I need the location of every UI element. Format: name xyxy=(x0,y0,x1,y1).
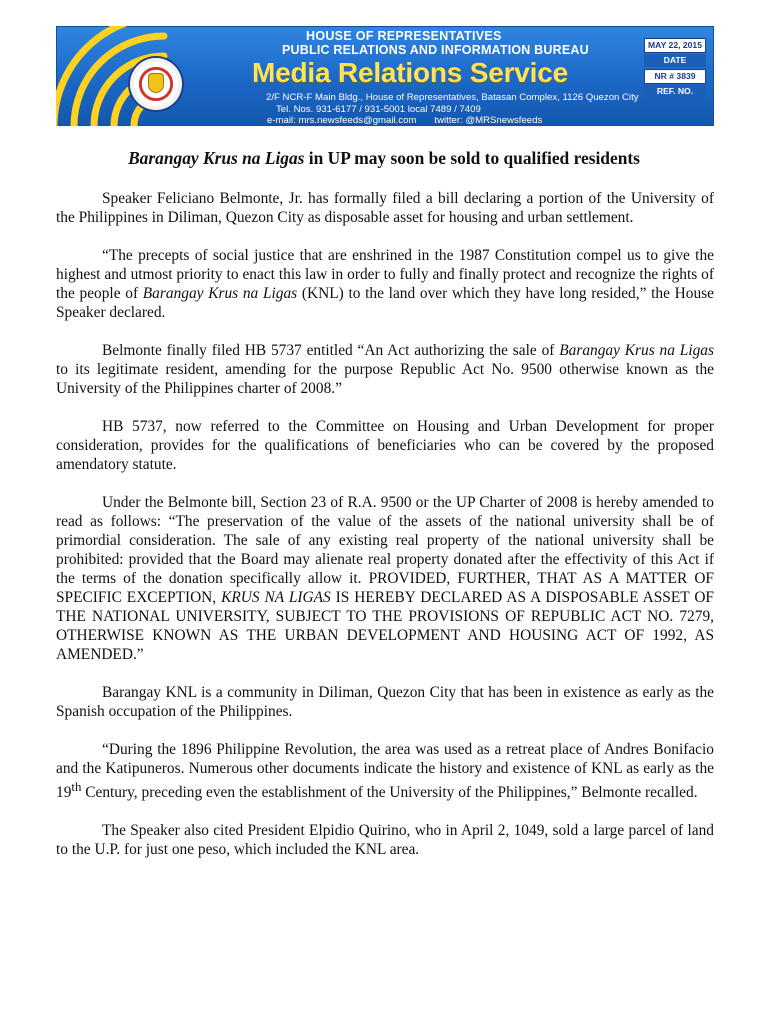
paragraph-4: HB 5737, now referred to the Committee on Housing and Urban Development for proper consideration, provides for the qualifications of beneficiaries who can be covered by the proposed amendatory statute. xyxy=(56,418,714,473)
header-telephone: Tel. Nos. 931-6177 / 931-5001 local 7489 / 7409 xyxy=(276,104,481,115)
date-value: MAY 22, 2015 xyxy=(644,38,706,53)
paragraph-5 xyxy=(56,493,714,664)
header-address: 2/F NCR-F Main Bldg., House of Representatives, Batasan Complex, 1126 Quezon City xyxy=(266,92,639,103)
release-info-box xyxy=(644,38,706,100)
paragraph-7 xyxy=(56,740,714,802)
paragraph-5-text-end: IS HEREBY DECLARED AS A DISPOSABLE ASSET OF THE NATIONAL UNIVERSITY, SUBJECT TO THE PROVISIONS OF REPUBLIC ACT NO. 7279, OTHERWISE KNOWN AS THE URBAN DEVELOPMENT AND HOUSING ACT OF 1992, AS AMENDED.” xyxy=(56,589,714,663)
date-label: DATE xyxy=(644,54,706,67)
header-twitter[interactable]: twitter: @MRSnewsfeeds xyxy=(434,115,543,126)
header-title: Media Relations Service xyxy=(252,57,568,88)
paragraph-3-italic: Barangay Krus na Ligas xyxy=(559,342,714,359)
header-email[interactable]: e-mail: mrs.newsfeeds@gmail.com xyxy=(267,115,417,126)
article-headline xyxy=(0,148,768,169)
headline-italic-part: Barangay Krus na Ligas xyxy=(128,148,305,168)
header-bureau-name: PUBLIC RELATIONS AND INFORMATION BUREAU xyxy=(282,43,589,57)
paragraph-1: Speaker Feliciano Belmonte, Jr. has formally filed a bill declaring a portion of the University of the Philippines in Diliman, Quezon City as disposable asset for housing and urban settlement. xyxy=(56,190,714,226)
paragraph-2 xyxy=(56,246,714,322)
headline-rest: in UP may soon be sold to qualified residents xyxy=(304,148,640,168)
paragraph-3-text-end: to its legitimate resident, amending for the purpose Republic Act No. 9500 otherwise known as the University of the Philippines charter of 2008.” xyxy=(56,361,714,397)
paragraph-2-italic: Barangay Krus na Ligas xyxy=(142,285,298,302)
paragraph-3 xyxy=(56,341,714,398)
paragraph-3-text: Belmonte finally filed HB 5737 entitled “An Act authorizing the sale of xyxy=(102,342,560,359)
paragraph-6: Barangay KNL is a community in Diliman, Quezon City that has been in existence as early as the Spanish occupation of the Philippines. xyxy=(56,684,714,720)
paragraph-5-text: Under the Belmonte bill, Section 23 of R.A. 9500 or the UP Charter of 2008 is hereby amended to read as follows: “The preservation of the value of the assets of the national university shall be of primordial consideration. The sale of any existing real property of the national university shall be prohibited: provided that the Board may alienate real property donated after the effectivity of this Act if the terms of the donation specifically allow it. PROVIDED, FURTHER, THAT AS A MATTER OF SPECIFIC EXCEPTION, xyxy=(56,494,714,606)
paragraph-5-italic: KRUS NA LIGAS xyxy=(221,589,331,606)
article-body xyxy=(56,189,714,878)
paragraph-7-text-end: Century, preceding even the establishment of the University of the Philippines,” Belmonte recalled. xyxy=(81,784,698,802)
paragraph-2-text: “The precepts of social justice that are enshrined in the 1987 Constitution compel us to give the highest and utmost priority to enact this law in order to fully and finally protect and recognize the rights of the people of xyxy=(56,247,714,302)
house-seal-logo xyxy=(130,58,182,110)
ref-number-value: NR # 3839 xyxy=(644,69,706,84)
ref-number-label: REF. NO. xyxy=(644,85,706,98)
paragraph-2-text-end: (KNL) to the land over which they have long resided,” the House Speaker declared. xyxy=(56,285,714,321)
header-contacts xyxy=(267,115,542,126)
paragraph-8: The Speaker also cited President Elpidio Quirino, who in April 2, 1049, sold a large parcel of land to the U.P. for just one peso, which included the KNL area. xyxy=(56,822,714,859)
paragraph-7-superscript: th xyxy=(71,780,82,794)
paragraph-7-text: “During the 1896 Philippine Revolution, the area was used as a retreat place of Andres Bonifacio and the Katipuneros. Numerous other documents indicate the history and existence of KNL as early as the 19 xyxy=(56,741,714,802)
header-org-name: HOUSE OF REPRESENTATIVES xyxy=(306,29,502,43)
header-banner xyxy=(56,26,714,126)
